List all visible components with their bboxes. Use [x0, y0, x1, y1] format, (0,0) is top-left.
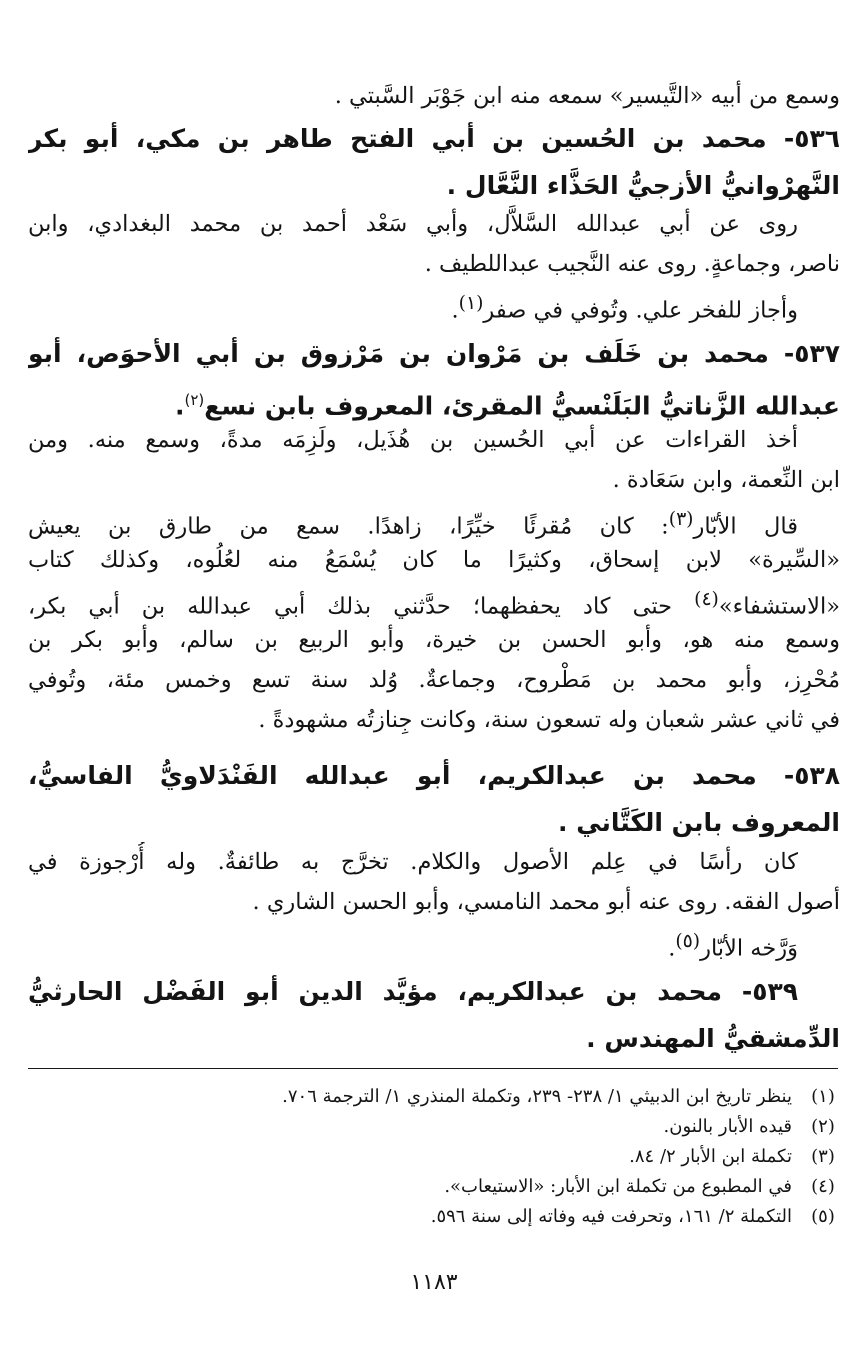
heading-line: ٥٣٦- محمد بن الحُسين بن أبي الفتح طاهر بن مكي، أبو بكر — [28, 124, 840, 153]
footnote-number: (٤) — [811, 1176, 835, 1197]
footnote-text: قيده الأبار بالنون. — [663, 1116, 792, 1137]
page-number: ١١٨٣ — [410, 1270, 458, 1295]
entry-539-heading — [28, 968, 840, 1062]
footnote-number: (٥) — [811, 1206, 835, 1227]
text-segment: وأجاز للفخر علي. وتُوفي في صفر — [483, 297, 798, 324]
heading-line: ٥٣٧- محمد بن خَلَف بن مَرْوان بن مَرْزوق بن أبي الأحوَص، أبو — [28, 339, 840, 368]
text-segment: . — [451, 297, 459, 324]
text-segment: «الاستشفاء» — [718, 593, 840, 620]
footnote-ref: (٤) — [694, 589, 719, 610]
entry-536-body — [28, 204, 840, 331]
heading-line: ٥٣٩- محمد بن عبدالكريم، مؤيَّد الدين أبو الفَضْل الحارثيُّ — [28, 977, 798, 1006]
text-line: مُحْرِز، وأبو محمد بن مَطْروح، وجماعةٌ. وُلد سنة تسع وخمس مئة، وتُوفي — [28, 667, 840, 693]
footnote-item — [28, 1142, 840, 1172]
text-line: «السِّيرة» لابن إسحاق، وكثيرًا ما كان يُسْمَعُ منه لعُلُوه، وكذلك كتاب — [28, 547, 840, 573]
text-line: أصول الفقه. روى عنه أبو محمد النامسي، وأبو الحسن الشاري . — [252, 889, 840, 915]
text-segment: عبدالله الزَّناتيُّ البَلَنْسيُّ المقرئ، المعروف بابن نسع — [204, 391, 840, 421]
text-line — [28, 500, 840, 540]
continuation-text — [28, 76, 840, 116]
text-line: أخذ القراءات عن أبي الحُسين بن هُذَيل، ولَزِمَه مدةً، وسمع منه. ومن — [28, 427, 798, 453]
text-segment: . — [174, 391, 185, 421]
heading-line: النَّهرْوانيُّ الأزجيُّ الحَذَّاء النَّعَّال . — [446, 171, 840, 200]
entry-538-body — [28, 842, 840, 969]
text-segment: : كان مُقرئًا خيِّرًا، زاهدًا. سمع من طارق بن يعيش — [28, 513, 669, 540]
entry-537-heading — [28, 330, 840, 429]
text-segment: وَرَّخه الأبّار — [700, 935, 798, 962]
footnote-ref: (١) — [458, 293, 484, 314]
text-line: كان رأسًا في عِلم الأصول والكلام. تخرَّج به طائفةٌ. وله أُرْجوزة في — [28, 849, 798, 875]
text-segment: قال الأبّار — [693, 513, 798, 540]
text-line: وسمع منه هو، وأبو الحسن بن خيرة، وأبو الربيع بن سالم، وأبو بكر بن — [28, 627, 840, 653]
entry-537-body — [28, 420, 840, 740]
footnote-divider — [28, 1068, 838, 1069]
text-line: روى عن أبي عبدالله السَّلاَّل، وأبي سَعْد أحمد بن محمد البغدادي، وابن — [28, 211, 798, 237]
text-line — [28, 580, 840, 620]
footnote-number: (٢) — [811, 1116, 835, 1137]
footnote-item — [28, 1082, 840, 1112]
text-segment: حتى كاد يحفظهما؛ حدَّثني بذلك أبي عبدالله بن أبي بكر، — [28, 593, 695, 620]
footnote-text: في المطبوع من تكملة ابن الأبار: «الاستيعاب». — [444, 1176, 792, 1197]
text-line: في ثاني عشر شعبان وله تسعون سنة، وكانت جِنازتُه مشهودةً . — [258, 707, 840, 733]
text-line — [28, 922, 840, 969]
text-line: ناصر، وجماعةٍ. روى عنه النَّجيب عبداللطيف . — [424, 251, 840, 277]
footnote-ref: (٢) — [184, 391, 205, 409]
footnotes — [28, 1082, 840, 1232]
text-line: وسمع من أبيه «التَّيسير» سمعه منه ابن جَوْبَر السَّبتي . — [334, 83, 840, 109]
heading-line: المعروف بابن الكَتَّاني . — [558, 808, 840, 837]
footnote-number: (١) — [811, 1086, 835, 1107]
footnote-item — [28, 1172, 840, 1202]
footnote-item — [28, 1112, 840, 1142]
entry-538-heading — [28, 752, 840, 846]
footnote-text: التكملة ٢/ ١٦١، وتحرفت فيه وفاته إلى سنة ٥٩٦. — [430, 1206, 792, 1227]
footnote-ref: (٣) — [668, 509, 694, 530]
text-line — [28, 284, 840, 331]
footnote-ref: (٥) — [675, 931, 701, 952]
heading-line: ٥٣٨- محمد بن عبدالكريم، أبو عبدالله الفَنْدَلاويُّ الفاسيُّ، — [28, 761, 840, 790]
footnote-number: (٣) — [811, 1146, 835, 1167]
entry-536-heading — [28, 115, 840, 209]
footnote-text: ينظر تاريخ ابن الدبيثي ١/ ٢٣٨- ٢٣٩، وتكملة المنذري ١/ الترجمة ٧٠٦. — [282, 1086, 792, 1107]
text-segment: . — [668, 935, 676, 962]
footnote-text: تكملة ابن الأبار ٢/ ٨٤. — [629, 1146, 792, 1167]
text-line: ابن النِّعمة، وابن سَعَادة . — [612, 467, 840, 493]
footnote-item — [28, 1202, 840, 1232]
heading-line: الدِّمشقيُّ المهندس . — [586, 1024, 840, 1053]
